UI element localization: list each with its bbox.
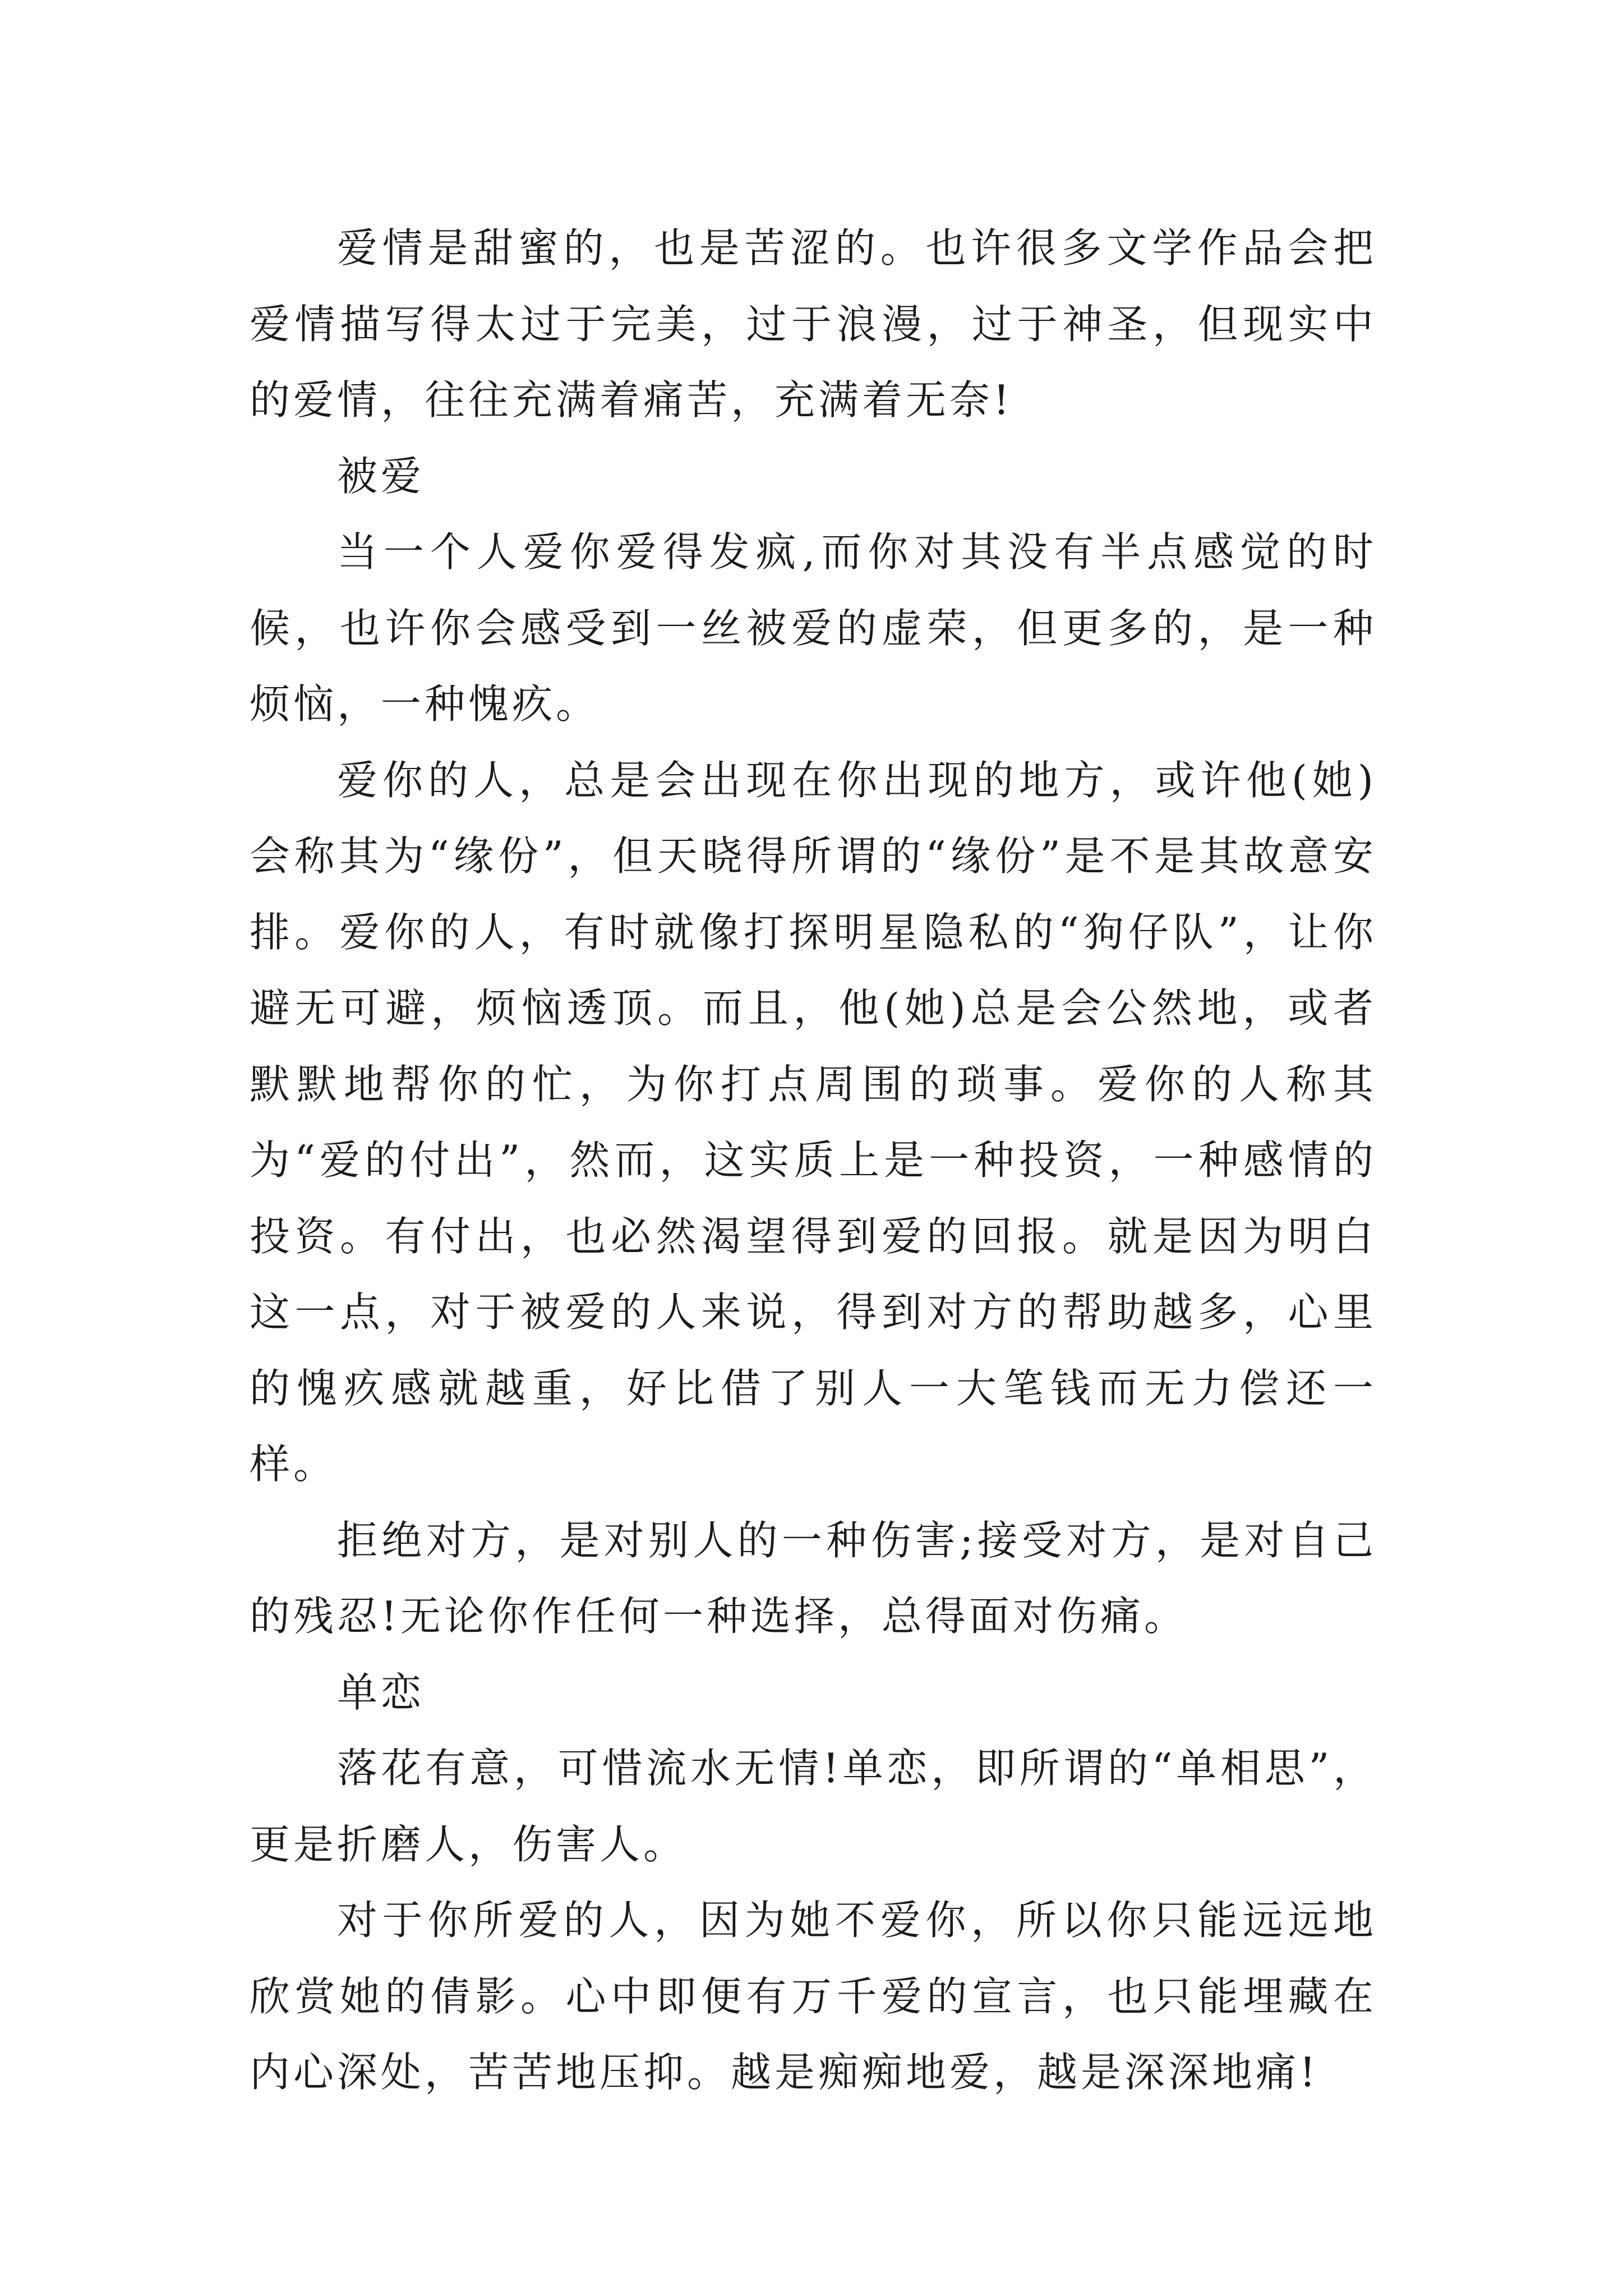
document-body (250, 210, 1377, 2111)
paragraph-beloved-2: 爱你的人，总是会出现在你出现的地方，或许他(她)会称其为“缘份”，但天晓得所谓的“缘份”是不是其故意安排。爱你的人，有时就像打探明星隐私的“狗仔队”，让你避无可避，烦恼透顶。而且，他(她)总是会公然地，或者默默地帮你的忙，为你打点周围的琐事。爱你的人称其为“爱的付出”，然而，这实质上是一种投资，一种感情的投资。有付出，也必然渴望得到爱的回报。就是因为明白这一点，对于被爱的人来说，得到对方的帮助越多，心里的愧疚感就越重，好比借了别人一大笔钱而无力偿还一样。 (250, 756, 1377, 1488)
section-heading-beloved: 被爱 (337, 452, 425, 500)
paragraph-intro: 爱情是甜蜜的，也是苦涩的。也许很多文学作品会把爱情描写得太过于完美，过于浪漫，过于神圣，但现实中的爱情，往往充满着痛苦，充满着无奈! (250, 224, 1377, 424)
paragraph-beloved-1: 当一个人爱你爱得发疯,而你对其没有半点感觉的时候，也许你会感受到一丝被爱的虚荣，但更多的，是一种烦恼，一种愧疚。 (250, 528, 1377, 728)
paragraph-beloved-3: 拒绝对方，是对别人的一种伤害;接受对方，是对自己的残忍!无论你作任何一种选择，总得面对伤痛。 (250, 1516, 1377, 1640)
paragraph-unrequited-1: 落花有意，可惜流水无情!单恋，即所谓的“单相思”，更是折磨人，伤害人。 (250, 1745, 1377, 1868)
paragraph-unrequited-2: 对于你所爱的人，因为她不爱你，所以你只能远远地欣赏她的倩影。心中即便有万千爱的宣言，也只能埋藏在内心深处，苦苦地压抑。越是痴痴地爱，越是深深地痛! (250, 1897, 1377, 2096)
section-heading-unrequited: 单恋 (337, 1668, 425, 1716)
